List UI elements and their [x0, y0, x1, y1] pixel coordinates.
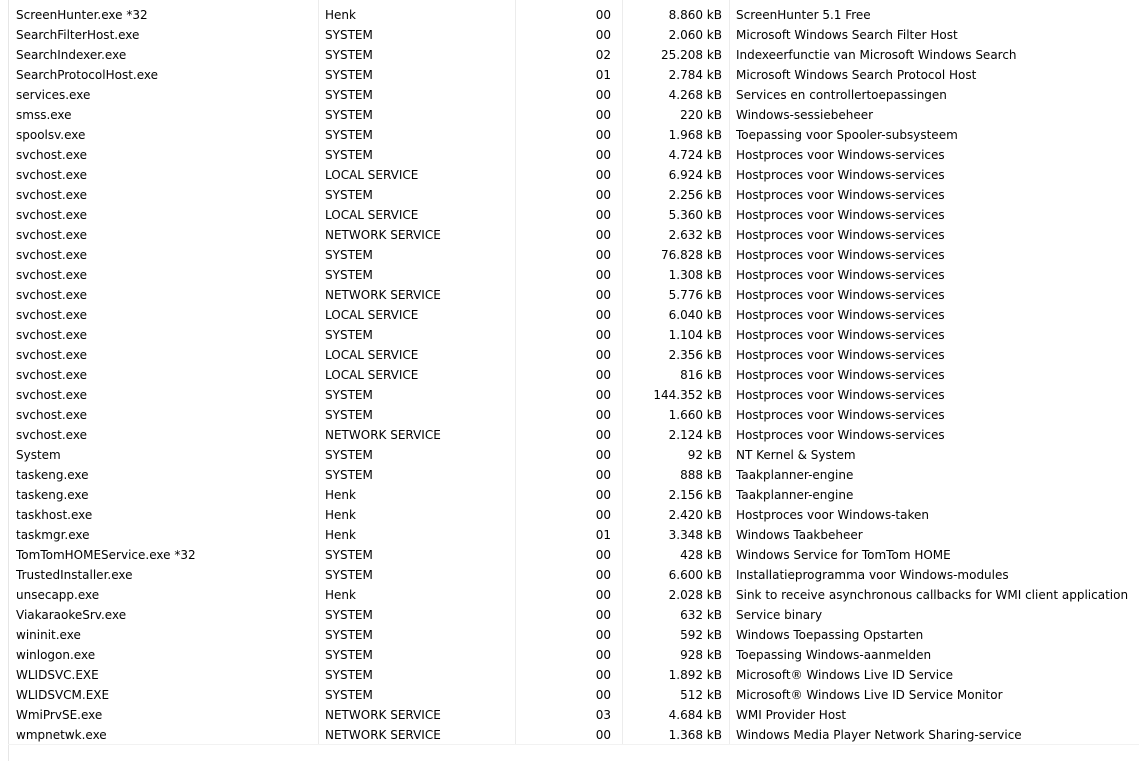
process-name: svchost.exe	[16, 348, 87, 362]
process-row[interactable]	[0, 65, 1139, 85]
process-memory: 25.208 kB	[661, 48, 722, 62]
process-list	[0, 5, 1139, 745]
process-user: SYSTEM	[325, 48, 373, 62]
process-row[interactable]	[0, 385, 1139, 405]
process-user: SYSTEM	[325, 328, 373, 342]
process-cpu: 00	[595, 168, 611, 182]
process-memory: 6.600 kB	[668, 568, 722, 582]
process-description: Taakplanner-engine	[736, 468, 854, 482]
process-user: SYSTEM	[325, 668, 373, 682]
process-user: SYSTEM	[325, 608, 373, 622]
process-row[interactable]	[0, 725, 1139, 745]
process-description: Windows Media Player Network Sharing-service	[736, 728, 1022, 742]
process-row[interactable]	[0, 605, 1139, 625]
process-description: Hostproces voor Windows-services	[736, 148, 945, 162]
process-row[interactable]	[0, 125, 1139, 145]
process-name: svchost.exe	[16, 328, 87, 342]
process-user: SYSTEM	[325, 28, 373, 42]
process-name: services.exe	[16, 88, 91, 102]
process-description: Services en controllertoepassingen	[736, 88, 947, 102]
process-row[interactable]	[0, 25, 1139, 45]
process-user: Henk	[325, 508, 356, 522]
process-memory: 2.632 kB	[668, 228, 722, 242]
process-description: Hostproces voor Windows-services	[736, 428, 945, 442]
process-memory: 220 kB	[680, 108, 722, 122]
process-memory: 2.028 kB	[668, 588, 722, 602]
process-description: Microsoft Windows Search Filter Host	[736, 28, 958, 42]
process-user: SYSTEM	[325, 568, 373, 582]
process-cpu: 00	[595, 648, 611, 662]
process-user: SYSTEM	[325, 688, 373, 702]
process-user: SYSTEM	[325, 628, 373, 642]
process-row[interactable]	[0, 405, 1139, 425]
process-memory: 2.256 kB	[668, 188, 722, 202]
process-cpu: 00	[595, 448, 611, 462]
process-user: NETWORK SERVICE	[325, 288, 441, 302]
process-description: Taakplanner-engine	[736, 488, 854, 502]
process-memory: 2.420 kB	[668, 508, 722, 522]
process-cpu: 00	[595, 208, 611, 222]
process-description: Sink to receive asynchronous callbacks for WMI client application	[736, 588, 1129, 602]
process-description: Hostproces voor Windows-taken	[736, 508, 929, 522]
process-row[interactable]	[0, 185, 1139, 205]
process-cpu: 00	[595, 728, 611, 742]
process-cpu: 00	[595, 348, 611, 362]
process-name: smss.exe	[16, 108, 72, 122]
process-description: Hostproces voor Windows-services	[736, 288, 945, 302]
process-name: unsecapp.exe	[16, 588, 100, 602]
process-memory: 8.860 kB	[668, 8, 722, 22]
process-memory: 6.924 kB	[668, 168, 722, 182]
process-row[interactable]	[0, 205, 1139, 225]
process-row[interactable]	[0, 345, 1139, 365]
process-user: Henk	[325, 488, 356, 502]
process-row[interactable]	[0, 565, 1139, 585]
process-name: wininit.exe	[16, 628, 81, 642]
process-description: ScreenHunter 5.1 Free	[736, 8, 871, 22]
process-cpu: 00	[595, 308, 611, 322]
process-description: Hostproces voor Windows-services	[736, 248, 945, 262]
process-name: taskhost.exe	[16, 508, 93, 522]
process-row[interactable]	[0, 485, 1139, 505]
process-cpu: 00	[595, 368, 611, 382]
process-row[interactable]	[0, 585, 1139, 605]
process-memory: 816 kB	[680, 368, 722, 382]
process-memory: 4.684 kB	[668, 708, 722, 722]
process-description: Toepassing voor Spooler-subsysteem	[736, 128, 958, 142]
process-name: wmpnetwk.exe	[16, 728, 107, 742]
process-user: LOCAL SERVICE	[325, 168, 419, 182]
process-user: SYSTEM	[325, 448, 373, 462]
process-name: TrustedInstaller.exe	[16, 568, 133, 582]
process-name: svchost.exe	[16, 368, 87, 382]
process-user: Henk	[325, 8, 356, 22]
process-description: Windows Taakbeheer	[736, 528, 863, 542]
process-memory: 1.308 kB	[668, 268, 722, 282]
process-memory: 92 kB	[687, 448, 722, 462]
process-cpu: 00	[595, 128, 611, 142]
process-cpu: 00	[595, 568, 611, 582]
process-name: taskeng.exe	[16, 488, 89, 502]
process-user: SYSTEM	[325, 468, 373, 482]
process-description: Toepassing Windows-aanmelden	[736, 648, 932, 662]
process-name: WmiPrvSE.exe	[16, 708, 103, 722]
process-user: SYSTEM	[325, 648, 373, 662]
process-memory: 2.784 kB	[668, 68, 722, 82]
process-name: TomTomHOMEService.exe *32	[16, 548, 196, 562]
process-user: LOCAL SERVICE	[325, 208, 419, 222]
process-name: svchost.exe	[16, 248, 87, 262]
process-description: Hostproces voor Windows-services	[736, 388, 945, 402]
process-name: svchost.exe	[16, 308, 87, 322]
process-name: WLIDSVCM.EXE	[16, 688, 110, 702]
process-user: LOCAL SERVICE	[325, 368, 419, 382]
process-memory: 6.040 kB	[668, 308, 722, 322]
process-cpu: 00	[595, 668, 611, 682]
process-name: svchost.exe	[16, 388, 87, 402]
process-memory: 4.268 kB	[668, 88, 722, 102]
process-description: Hostproces voor Windows-services	[736, 268, 945, 282]
process-name: ViakaraokeSrv.exe	[16, 608, 127, 622]
process-name: svchost.exe	[16, 408, 87, 422]
process-row[interactable]	[0, 365, 1139, 385]
process-cpu: 00	[595, 508, 611, 522]
process-name: taskmgr.exe	[16, 528, 90, 542]
process-cpu: 00	[595, 268, 611, 282]
process-row[interactable]	[0, 705, 1139, 725]
process-memory: 1.368 kB	[668, 728, 722, 742]
process-user: LOCAL SERVICE	[325, 308, 419, 322]
process-cpu: 00	[595, 108, 611, 122]
process-user: SYSTEM	[325, 548, 373, 562]
process-user: LOCAL SERVICE	[325, 348, 419, 362]
process-cpu: 00	[595, 288, 611, 302]
process-memory: 5.360 kB	[668, 208, 722, 222]
process-name: winlogon.exe	[16, 648, 96, 662]
process-description: Windows Service for TomTom HOME	[736, 548, 951, 562]
process-name: svchost.exe	[16, 288, 87, 302]
process-name: svchost.exe	[16, 428, 87, 442]
process-description: Hostproces voor Windows-services	[736, 328, 945, 342]
process-row[interactable]	[0, 45, 1139, 65]
process-memory: 592 kB	[680, 628, 722, 642]
process-cpu: 00	[595, 88, 611, 102]
process-description: Microsoft® Windows Live ID Service Monitor	[736, 688, 1003, 702]
process-user: SYSTEM	[325, 408, 373, 422]
process-cpu: 01	[595, 68, 611, 82]
process-cpu: 00	[595, 228, 611, 242]
process-memory: 1.892 kB	[668, 668, 722, 682]
process-description: Microsoft® Windows Live ID Service	[736, 668, 954, 682]
process-row[interactable]	[0, 245, 1139, 265]
process-cpu: 00	[595, 148, 611, 162]
process-memory: 5.776 kB	[668, 288, 722, 302]
process-name: svchost.exe	[16, 148, 87, 162]
process-name: svchost.exe	[16, 208, 87, 222]
process-user: Henk	[325, 588, 356, 602]
process-memory: 2.156 kB	[668, 488, 722, 502]
process-row[interactable]	[0, 145, 1139, 165]
process-description: Hostproces voor Windows-services	[736, 228, 945, 242]
process-name: svchost.exe	[16, 228, 87, 242]
process-row[interactable]	[0, 645, 1139, 665]
process-user: NETWORK SERVICE	[325, 708, 441, 722]
process-name: SearchIndexer.exe	[16, 48, 127, 62]
process-memory: 2.060 kB	[668, 28, 722, 42]
process-description: Hostproces voor Windows-services	[736, 368, 945, 382]
process-user: SYSTEM	[325, 128, 373, 142]
process-cpu: 00	[595, 608, 611, 622]
process-row[interactable]	[0, 85, 1139, 105]
process-description: Hostproces voor Windows-services	[736, 408, 945, 422]
process-memory: 2.124 kB	[668, 428, 722, 442]
process-name: svchost.exe	[16, 188, 87, 202]
process-row[interactable]	[0, 265, 1139, 285]
process-memory: 632 kB	[680, 608, 722, 622]
process-cpu: 00	[595, 628, 611, 642]
process-cpu: 00	[595, 8, 611, 22]
process-cpu: 00	[595, 588, 611, 602]
process-description: Windows Toepassing Opstarten	[736, 628, 924, 642]
process-row[interactable]	[0, 545, 1139, 565]
process-description: Indexeerfunctie van Microsoft Windows Search	[736, 48, 1017, 62]
process-user: NETWORK SERVICE	[325, 428, 441, 442]
process-memory: 144.352 kB	[653, 388, 722, 402]
process-memory: 4.724 kB	[668, 148, 722, 162]
process-cpu: 00	[595, 408, 611, 422]
process-name: svchost.exe	[16, 268, 87, 282]
process-cpu: 02	[595, 48, 611, 62]
process-row[interactable]	[0, 285, 1139, 305]
process-row[interactable]	[0, 685, 1139, 705]
process-user: Henk	[325, 528, 356, 542]
process-name: taskeng.exe	[16, 468, 89, 482]
process-row[interactable]	[0, 425, 1139, 445]
process-description: NT Kernel & System	[736, 448, 856, 462]
process-memory: 428 kB	[680, 548, 722, 562]
process-row[interactable]	[0, 225, 1139, 245]
process-description: Hostproces voor Windows-services	[736, 208, 945, 222]
process-user: SYSTEM	[325, 68, 373, 82]
process-memory: 1.660 kB	[668, 408, 722, 422]
process-cpu: 00	[595, 28, 611, 42]
process-cpu: 00	[595, 328, 611, 342]
process-description: Installatieprogramma voor Windows-modules	[736, 568, 1009, 582]
process-cpu: 00	[595, 468, 611, 482]
process-description: Hostproces voor Windows-services	[736, 168, 945, 182]
process-row[interactable]	[0, 5, 1139, 25]
process-user: SYSTEM	[325, 88, 373, 102]
process-memory: 2.356 kB	[668, 348, 722, 362]
process-memory: 888 kB	[680, 468, 722, 482]
process-row[interactable]	[0, 305, 1139, 325]
process-name: spoolsv.exe	[16, 128, 86, 142]
process-row[interactable]	[0, 325, 1139, 345]
process-cpu: 01	[595, 528, 611, 542]
process-cpu: 00	[595, 388, 611, 402]
process-memory: 3.348 kB	[668, 528, 722, 542]
process-user: SYSTEM	[325, 248, 373, 262]
process-description: Service binary	[736, 608, 823, 622]
process-row[interactable]	[0, 105, 1139, 125]
process-user: NETWORK SERVICE	[325, 728, 441, 742]
process-description: Hostproces voor Windows-services	[736, 348, 945, 362]
process-description: WMI Provider Host	[736, 708, 847, 722]
process-memory: 928 kB	[680, 648, 722, 662]
process-name: SearchFilterHost.exe	[16, 28, 140, 42]
process-memory: 512 kB	[680, 688, 722, 702]
process-cpu: 00	[595, 688, 611, 702]
process-row[interactable]	[0, 525, 1139, 545]
process-cpu: 00	[595, 188, 611, 202]
process-row[interactable]	[0, 505, 1139, 525]
process-name: WLIDSVC.EXE	[16, 668, 99, 682]
process-user: SYSTEM	[325, 268, 373, 282]
process-row[interactable]	[0, 465, 1139, 485]
process-name: System	[16, 448, 61, 462]
process-name: svchost.exe	[16, 168, 87, 182]
process-description: Hostproces voor Windows-services	[736, 308, 945, 322]
process-name: SearchProtocolHost.exe	[16, 68, 159, 82]
process-memory: 1.104 kB	[668, 328, 722, 342]
process-memory: 1.968 kB	[668, 128, 722, 142]
process-description: Hostproces voor Windows-services	[736, 188, 945, 202]
process-row[interactable]	[0, 165, 1139, 185]
process-description: Windows-sessiebeheer	[736, 108, 874, 122]
process-user: SYSTEM	[325, 148, 373, 162]
process-cpu: 00	[595, 428, 611, 442]
process-name: ScreenHunter.exe *32	[16, 8, 148, 22]
process-user: NETWORK SERVICE	[325, 228, 441, 242]
process-cpu: 00	[595, 548, 611, 562]
process-user: SYSTEM	[325, 188, 373, 202]
process-row[interactable]	[0, 665, 1139, 685]
process-cpu: 00	[595, 248, 611, 262]
process-cpu: 03	[595, 708, 611, 722]
process-row[interactable]	[0, 625, 1139, 645]
process-user: SYSTEM	[325, 108, 373, 122]
process-row[interactable]	[0, 445, 1139, 465]
process-cpu: 00	[595, 488, 611, 502]
process-memory: 76.828 kB	[661, 248, 722, 262]
process-user: SYSTEM	[325, 388, 373, 402]
process-description: Microsoft Windows Search Protocol Host	[736, 68, 977, 82]
